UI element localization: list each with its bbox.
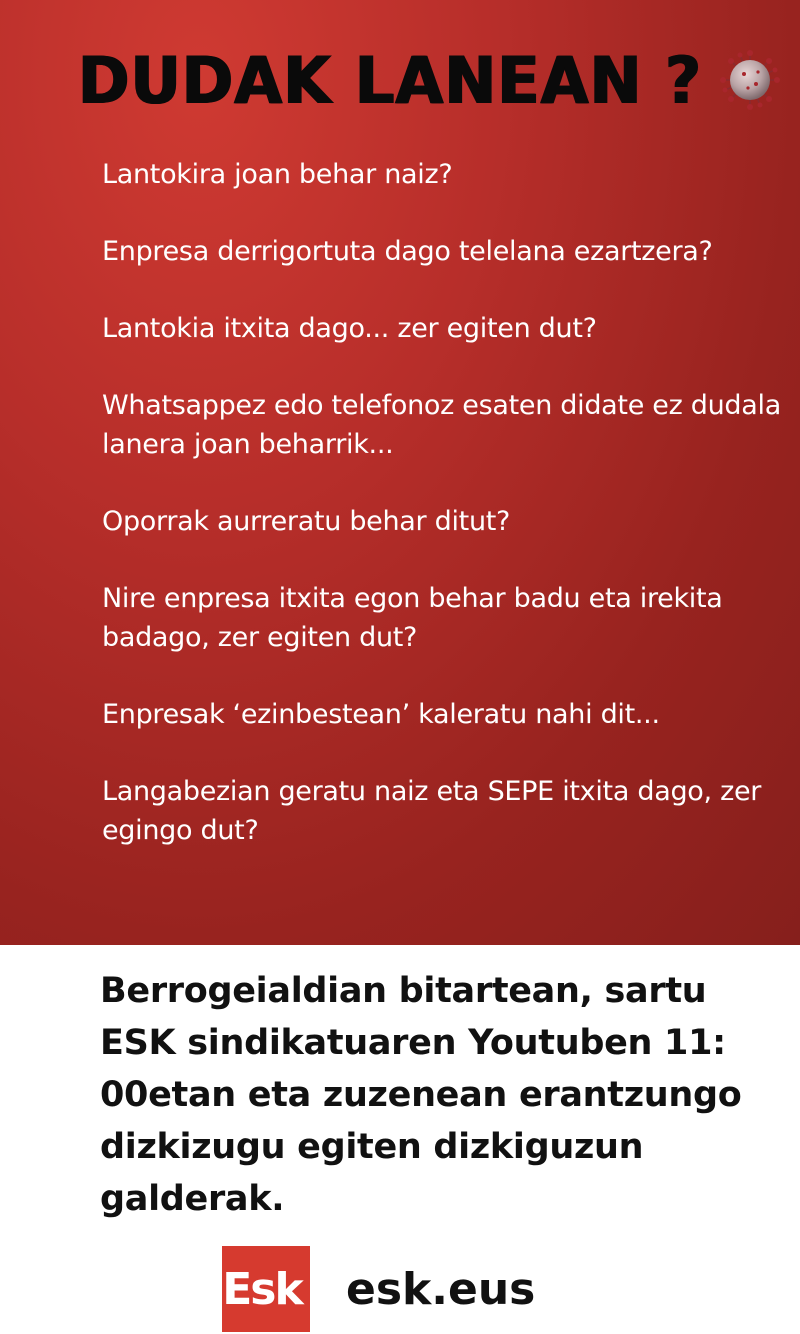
logo-text: Esk [222, 1263, 302, 1315]
question-item: Nire enpresa itxita egon behar badu eta irekita badago, zer egiten dut? [102, 583, 723, 653]
question-item: Lantokira joan behar naiz? [102, 159, 453, 190]
footer [222, 1246, 535, 1332]
question-item: Enpresa derrigortuta dago telelana ezartzera? [102, 236, 713, 267]
coronavirus-icon [720, 50, 780, 110]
website-link[interactable]: esk.eus [346, 1263, 536, 1315]
question-item: Oporrak aurreratu behar ditut? [102, 506, 511, 537]
question-item: Enpresak ‘ezinbestean’ kaleratu nahi dit... [102, 699, 660, 730]
question-item: Langabezian geratu naiz eta SEPE itxita dago, zer egingo dut? [102, 776, 762, 846]
announcement-text: Berrogeialdian bitartean, sartu ESK sindikatuaren Youtuben 11: 00etan eta zuzenean erantzungo dizkizugu egiten dizkiguzun galderak. [100, 971, 742, 1219]
question-item: Whatsappez edo telefonoz esaten didate ez dudala lanera joan beharrik... [102, 390, 781, 460]
esk-logo [222, 1246, 310, 1332]
title-row [78, 40, 780, 120]
question-list [102, 155, 792, 888]
question-item: Lantokia itxita dago... zer egiten dut? [102, 313, 597, 344]
page-title: DUDAK LANEAN ? [78, 41, 703, 119]
